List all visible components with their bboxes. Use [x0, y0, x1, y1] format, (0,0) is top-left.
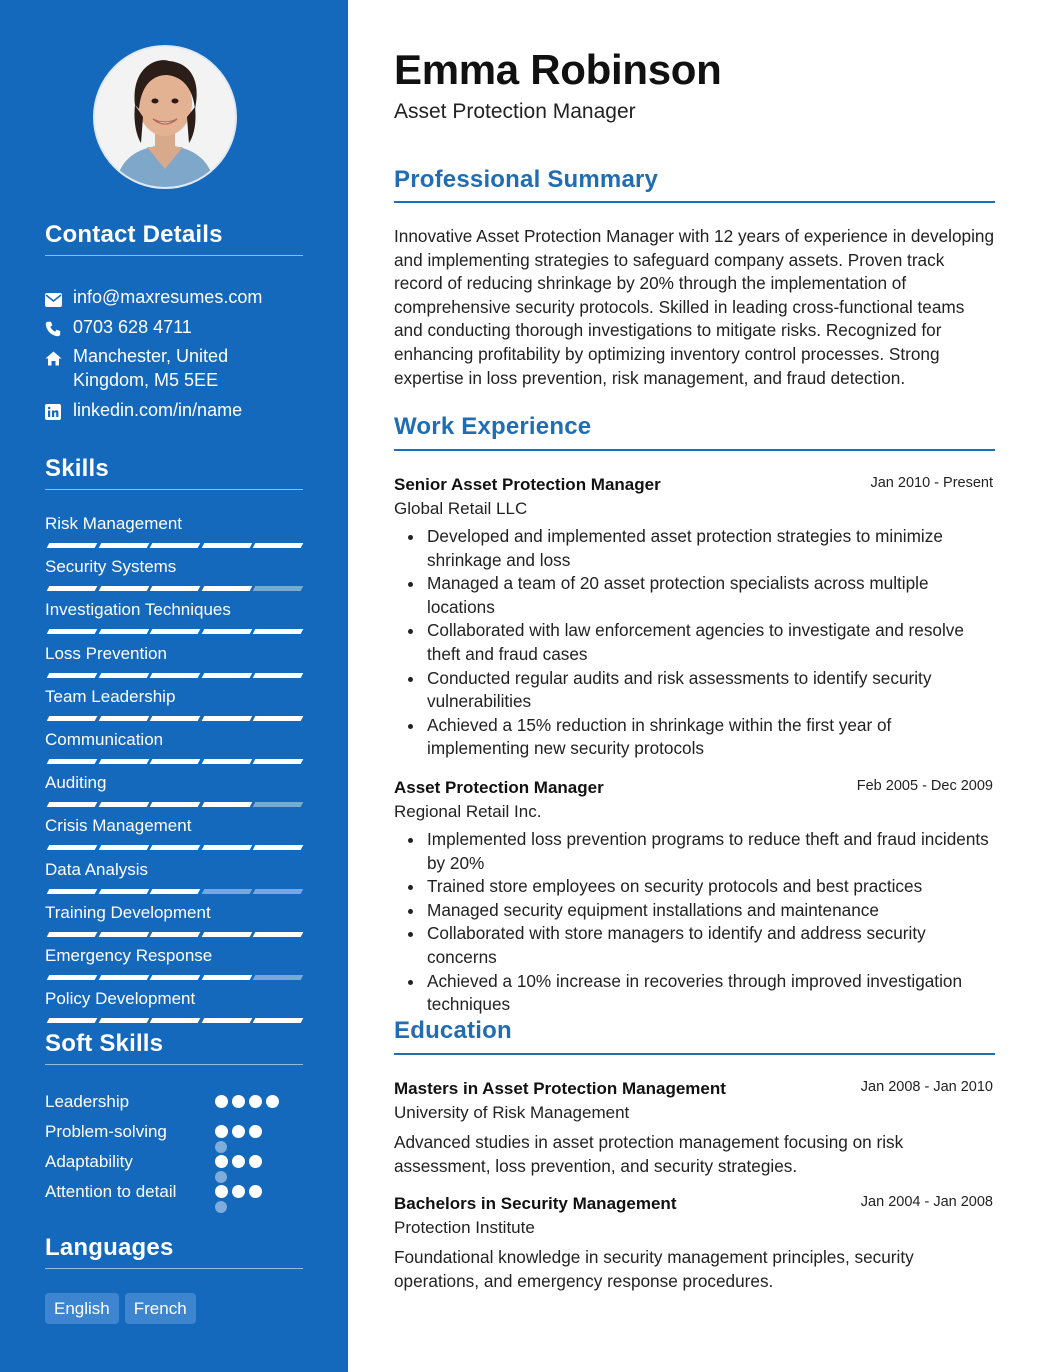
skill-level-segment-filled — [150, 716, 201, 721]
skill-name: Communication — [45, 730, 164, 749]
skills-divider — [45, 489, 303, 490]
phone-icon — [45, 315, 73, 343]
skill-level-segment-filled — [253, 673, 304, 678]
soft-skills-section — [45, 1029, 303, 1065]
job-bullet: Trained store employees on security protocols and best practices — [394, 875, 995, 899]
skill-name: Auditing — [45, 773, 107, 793]
avatar — [95, 47, 235, 187]
skill-level-segment-filled — [150, 932, 201, 937]
skill-level-segment-filled — [150, 759, 201, 764]
rating-dot-filled — [215, 1095, 228, 1108]
skill-level-bar — [45, 586, 303, 592]
skill-level-segment-filled — [47, 889, 98, 894]
skill-level-segment-filled — [98, 802, 149, 807]
skill-level-segment-filled — [98, 716, 149, 721]
languages-heading: Languages — [45, 1234, 174, 1261]
soft-skill-item — [45, 1090, 303, 1113]
skill-level-segment-empty — [253, 889, 304, 894]
job-bullet: Collaborated with store managers to identify and address security concerns — [394, 922, 995, 969]
skill-level-segment-filled — [150, 975, 201, 980]
skill-level-segment-filled — [98, 975, 149, 980]
skill-name: Investigation Techniques — [45, 600, 231, 620]
rating-dot-filled — [232, 1125, 245, 1138]
skill-level-segment-filled — [150, 629, 201, 634]
languages-list — [45, 1293, 196, 1324]
skill-level-segment-filled — [47, 629, 98, 634]
skill-level-segment-filled — [253, 1018, 304, 1023]
education-divider — [394, 1053, 995, 1055]
rating-dot-filled — [266, 1095, 279, 1108]
job-bullet: Managed a team of 20 asset protection specialists across multiple locations — [394, 572, 995, 619]
skill-level-segment-empty — [253, 975, 304, 980]
skill-level-bar — [45, 673, 303, 679]
skill-level-segment-filled — [47, 673, 98, 678]
skill-level-segment-filled — [98, 845, 149, 850]
job-bullet: Implemented loss prevention programs to reduce theft and fraud incidents by 20% — [394, 828, 995, 875]
skill-level-segment-filled — [98, 1018, 149, 1023]
skill-item — [45, 945, 303, 988]
skill-level-segment-filled — [98, 759, 149, 764]
skill-item — [45, 772, 303, 815]
skill-level-segment-filled — [201, 802, 252, 807]
experience-heading: Work Experience — [394, 413, 592, 440]
rating-dot-filled — [215, 1185, 228, 1198]
summary-divider — [394, 201, 995, 203]
skill-level-segment-filled — [253, 759, 304, 764]
skill-level-segment-filled — [253, 716, 304, 721]
skill-level-segment-filled — [47, 586, 98, 591]
soft-skill-item — [45, 1180, 303, 1203]
job-company: Global Retail LLC — [394, 499, 528, 518]
skills-heading: Skills — [45, 455, 109, 482]
skill-name: Emergency Response — [45, 946, 213, 965]
contact-section — [45, 220, 303, 256]
job-title: Senior Asset Protection Manager — [394, 475, 661, 494]
skill-level-segment-filled — [150, 889, 201, 894]
skill-name: Risk Management — [45, 514, 183, 533]
education-description: Advanced studies in asset protection management focusing on risk assessment, loss prevention, and security strategies. — [394, 1132, 904, 1176]
skill-level-bar — [45, 802, 303, 808]
skill-item — [45, 556, 303, 599]
contact-phone-text: 0703 628 4711 — [73, 317, 192, 337]
soft-skill-name: Problem-solving — [45, 1122, 167, 1141]
soft-skill-rating — [215, 1125, 295, 1139]
skill-item — [45, 686, 303, 729]
skill-level-bar — [45, 716, 303, 722]
candidate-title: Asset Protection Manager — [394, 100, 636, 123]
soft-skill-rating — [215, 1155, 295, 1169]
education-entry — [394, 1192, 995, 1293]
skill-level-segment-filled — [201, 759, 252, 764]
contact-divider — [45, 255, 303, 256]
contact-heading: Contact Details — [45, 221, 223, 248]
languages-section — [45, 1233, 303, 1269]
summary-text: Innovative Asset Protection Manager with 12 years of experience in developing and implementing strategies to safeguard company assets. Proven track record of reducing shrinkage by 20% through the implementation of comprehensive security protocols. Skilled in leading cross-functional teams and conducting thorough investigations to mitigate risks. Recognized for enhancing profitability by optimizing inventory control processes. Strong expertise in loss prevention, risk management, and fraud detection. — [394, 226, 995, 388]
skill-level-bar — [45, 845, 303, 851]
job-bullet: Managed security equipment installations and maintenance — [394, 899, 995, 923]
skill-level-segment-filled — [150, 1018, 201, 1023]
contact-linkedin[interactable] — [45, 398, 273, 426]
skill-level-segment-filled — [98, 889, 149, 894]
skill-level-segment-filled — [47, 975, 98, 980]
skill-level-segment-filled — [253, 932, 304, 937]
skill-level-bar — [45, 543, 303, 549]
job-bullet: Developed and implemented asset protection strategies to minimize shrinkage and loss — [394, 525, 995, 572]
skill-level-segment-filled — [98, 543, 149, 548]
soft-skill-item — [45, 1120, 303, 1143]
rating-dot-filled — [249, 1155, 262, 1168]
job-bullets — [394, 828, 995, 1017]
skill-level-bar — [45, 889, 303, 895]
skill-item — [45, 599, 303, 642]
skill-level-bar — [45, 759, 303, 765]
skill-name: Security Systems — [45, 557, 177, 577]
home-icon — [45, 344, 73, 392]
job-bullet: Collaborated with law enforcement agencies to investigate and resolve theft and fraud cases — [394, 619, 995, 666]
job-entry — [394, 776, 995, 1017]
rating-dot-filled — [215, 1125, 228, 1138]
linkedin-icon — [45, 398, 73, 426]
rating-dot-filled — [215, 1155, 228, 1168]
degree-title: Masters in Asset Protection Management — [394, 1079, 726, 1098]
rating-dot-filled — [249, 1095, 262, 1108]
job-entry — [394, 473, 995, 761]
job-bullets — [394, 525, 995, 761]
skill-level-segment-filled — [98, 673, 149, 678]
degree-title: Bachelors in Security Management — [394, 1194, 677, 1213]
skill-level-segment-filled — [47, 802, 98, 807]
skill-name: Data Analysis — [45, 859, 148, 879]
contact-email[interactable] — [45, 285, 273, 313]
skill-level-bar — [45, 629, 303, 635]
skill-level-segment-filled — [98, 932, 149, 937]
skill-level-bar — [45, 975, 303, 981]
candidate-name: Emma Robinson — [394, 46, 722, 93]
skill-level-segment-filled — [150, 586, 201, 591]
job-dates: Feb 2005 - Dec 2009 — [856, 778, 993, 794]
skills-section — [45, 454, 303, 490]
skill-name: Team Leadership — [45, 686, 176, 706]
skill-level-segment-filled — [98, 629, 149, 634]
job-bullet: Achieved a 10% increase in recoveries through improved investigation techniques — [394, 970, 995, 1017]
rating-dot-filled — [232, 1095, 245, 1108]
rating-dot-filled — [249, 1125, 262, 1138]
profile-photo — [93, 45, 237, 189]
skill-item — [45, 513, 303, 556]
skill-level-segment-filled — [98, 586, 149, 591]
school-name: University of Risk Management — [394, 1103, 630, 1122]
skill-item — [45, 815, 303, 858]
contact-address-text: Manchester, United Kingdom, M5 5EE — [73, 346, 229, 390]
job-bullet: Conducted regular audits and risk assessments to identify security vulnerabilities — [394, 667, 995, 714]
skill-level-segment-filled — [201, 586, 252, 591]
language-pill: French — [125, 1293, 196, 1324]
skill-name: Training Development — [45, 902, 211, 922]
rating-dot-half — [215, 1201, 227, 1213]
language-pill: English — [45, 1293, 119, 1324]
soft-skill-name: Attention to detail — [45, 1182, 177, 1201]
experience-divider — [394, 449, 995, 451]
contact-address — [45, 344, 273, 392]
skill-level-segment-filled — [201, 629, 252, 634]
soft-skill-name: Adaptability — [45, 1152, 133, 1171]
soft-skill-rating — [215, 1185, 295, 1199]
skill-level-bar — [45, 1018, 303, 1024]
contact-linkedin-text: linkedin.com/in/name — [73, 400, 243, 420]
soft-skill-name: Leadership — [45, 1092, 130, 1111]
education-dates: Jan 2004 - Jan 2008 — [860, 1194, 993, 1210]
skill-level-segment-filled — [150, 673, 201, 678]
education-dates: Jan 2008 - Jan 2010 — [860, 1079, 993, 1095]
skill-level-segment-filled — [47, 1018, 98, 1023]
envelope-icon — [45, 285, 73, 313]
job-dates: Jan 2010 - Present — [870, 475, 993, 491]
education-heading: Education — [394, 1017, 512, 1044]
skill-level-segment-empty — [253, 802, 304, 807]
summary-heading: Professional Summary — [394, 166, 659, 193]
skill-level-bar — [45, 932, 303, 938]
skill-item — [45, 859, 303, 902]
skill-level-segment-filled — [47, 759, 98, 764]
skill-name: Policy Development — [45, 989, 196, 1009]
rating-dot-filled — [232, 1185, 245, 1198]
skill-level-segment-filled — [253, 629, 304, 634]
soft-skills-divider — [45, 1064, 303, 1065]
skill-level-segment-filled — [253, 845, 304, 850]
languages-divider — [45, 1268, 303, 1269]
skill-item — [45, 902, 303, 945]
skill-level-segment-filled — [47, 543, 98, 548]
job-title: Asset Protection Manager — [394, 778, 604, 797]
skill-level-segment-filled — [150, 802, 201, 807]
contact-email-text: info@maxresumes.com — [73, 287, 263, 307]
education-entry — [394, 1077, 995, 1178]
soft-skill-item — [45, 1150, 303, 1173]
skill-name: Loss Prevention — [45, 643, 167, 663]
skill-level-segment-filled — [201, 975, 252, 980]
skill-level-segment-filled — [201, 716, 252, 721]
skill-level-segment-filled — [201, 932, 252, 937]
skill-level-segment-filled — [253, 543, 304, 548]
job-company: Regional Retail Inc. — [394, 802, 542, 821]
rating-dot-filled — [232, 1155, 245, 1168]
skill-level-segment-empty — [253, 586, 304, 591]
education-description: Foundational knowledge in security management principles, security operations, and emergency response procedures. — [394, 1247, 914, 1291]
soft-skills-heading: Soft Skills — [45, 1030, 164, 1057]
skill-level-segment-filled — [201, 845, 252, 850]
skill-level-segment-filled — [150, 845, 201, 850]
skill-level-segment-filled — [150, 543, 201, 548]
skill-level-segment-empty — [201, 889, 252, 894]
rating-dot-filled — [249, 1185, 262, 1198]
skill-level-segment-filled — [201, 1018, 252, 1023]
skill-level-segment-filled — [201, 543, 252, 548]
soft-skill-rating — [215, 1095, 295, 1109]
skill-level-segment-filled — [47, 716, 98, 721]
sidebar — [0, 0, 348, 1372]
skill-level-segment-filled — [47, 845, 98, 850]
skill-level-segment-filled — [47, 932, 98, 937]
school-name: Protection Institute — [394, 1218, 535, 1237]
skill-level-segment-filled — [201, 673, 252, 678]
skill-item — [45, 643, 303, 686]
skill-name: Crisis Management — [45, 816, 192, 836]
skill-item — [45, 988, 303, 1031]
contact-phone[interactable] — [45, 315, 273, 343]
job-bullet: Achieved a 15% reduction in shrinkage within the first year of implementing new security protocols — [394, 714, 995, 761]
skill-item — [45, 729, 303, 772]
